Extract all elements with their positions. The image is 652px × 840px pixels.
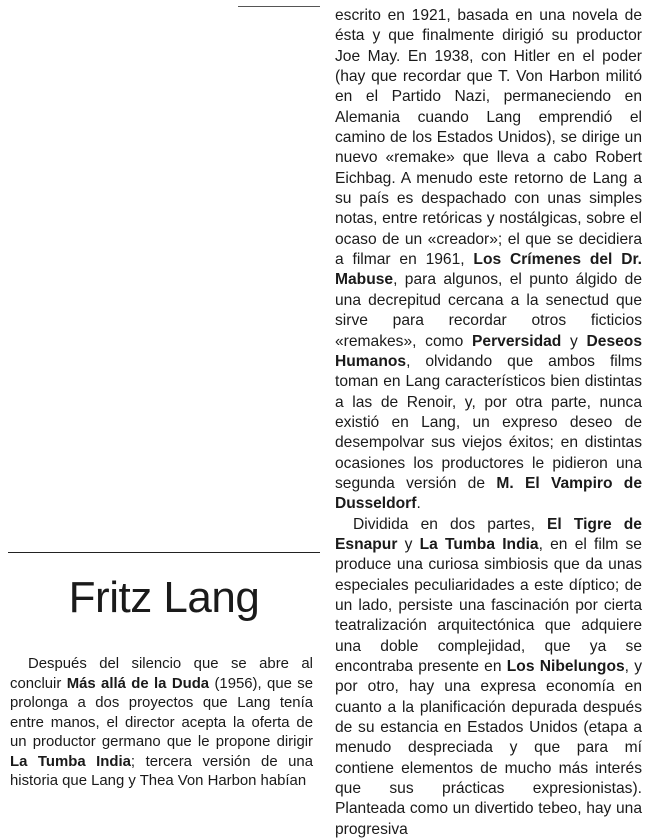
text-run: , en el film se produce una curiosa simbiosis que da unas especiales peculiaridades a este díptico; de un lado, persiste una fascinación por cierta teatralización arquitectónica que adquiere una doble complejidad, que ya se encontraba presente en <box>335 535 642 675</box>
film-title: Deseos Humanos <box>335 332 642 370</box>
text-run: Dividida en dos partes, <box>353 515 548 533</box>
right-column <box>335 6 642 840</box>
right-paragraph-2 <box>335 515 642 840</box>
left-column <box>10 655 313 792</box>
film-title: La Tumba India <box>10 753 131 770</box>
text-run: , olvidando que ambos films toman en Lang característicos bien distintas a las de Renoir, y, por otra parte, nunca existió en Lang, un expreso deseo de desempolvar sus viejos éxitos; en distintas ocasiones los productores le pidieron una segunda versión de <box>335 352 642 492</box>
film-title: Los Crímenes del Dr. Mabuse <box>335 251 642 289</box>
film-title: M. El Vampiro de Dusseldorf <box>335 474 642 513</box>
text-run: y <box>397 535 420 553</box>
text-run: ; tercera versión de una historia que Lang y Thea Von Harbon habían <box>10 753 313 790</box>
title-rule <box>8 552 320 553</box>
film-title: La Tumba India <box>419 535 539 553</box>
left-paragraph-1 <box>10 655 313 792</box>
text-run: Después del silencio que se abre al concluir <box>10 656 313 692</box>
article-title: Fritz Lang <box>68 573 260 622</box>
film-title: Perversidad <box>472 332 562 350</box>
text-run: . <box>416 495 421 513</box>
right-paragraph-1 <box>335 6 642 515</box>
text-run: , para algunos, el punto álgido de una decrepitud cercana a la senectud que sirve para recordar otros ficticios «remakes», como <box>335 271 642 350</box>
film-title: El Tigre de Esnapur <box>335 515 642 553</box>
text-run: , y por otro, hay una expresa economía en cuanto a la planificación depurada después de su estancia en Estados Unidos (etapa a menudo despreciada y que para mí contiene elementos de mucho más interés que sus prácticas expresionistas). Planteada como un divertido tebeo, hay una progresiva <box>335 658 643 838</box>
text-run: escrito en 1921, basada en una novela de ésta y que finalmente dirigió su productor Joe May. En 1938, con Hitler en el poder (hay que recordar que T. Von Harbon militó en el Partido Nazi, permaneciendo en Alemania cuando Lang emprendió el camino de los Estados Unidos), se dirige un nuevo «remake» que lleva a cabo Robert Eichbag. A menudo este retorno de Lang a su país es despachado con unas simples notas, entre retóricas y nostálgicas, sobre el ocaso de un «creador»; el que se decidiera a filmar en 1961, <box>335 7 642 269</box>
film-title: Más allá de la Duda <box>66 675 210 692</box>
top-rule <box>238 6 320 7</box>
text-run: y <box>561 332 587 350</box>
text-run: (1956), que se prolonga a dos proyectos que Lang tenía entre manos, el director acepta la oferta de un productor germano que le propone dirigir <box>10 675 313 751</box>
film-title: Los Nibelungos <box>506 658 625 675</box>
